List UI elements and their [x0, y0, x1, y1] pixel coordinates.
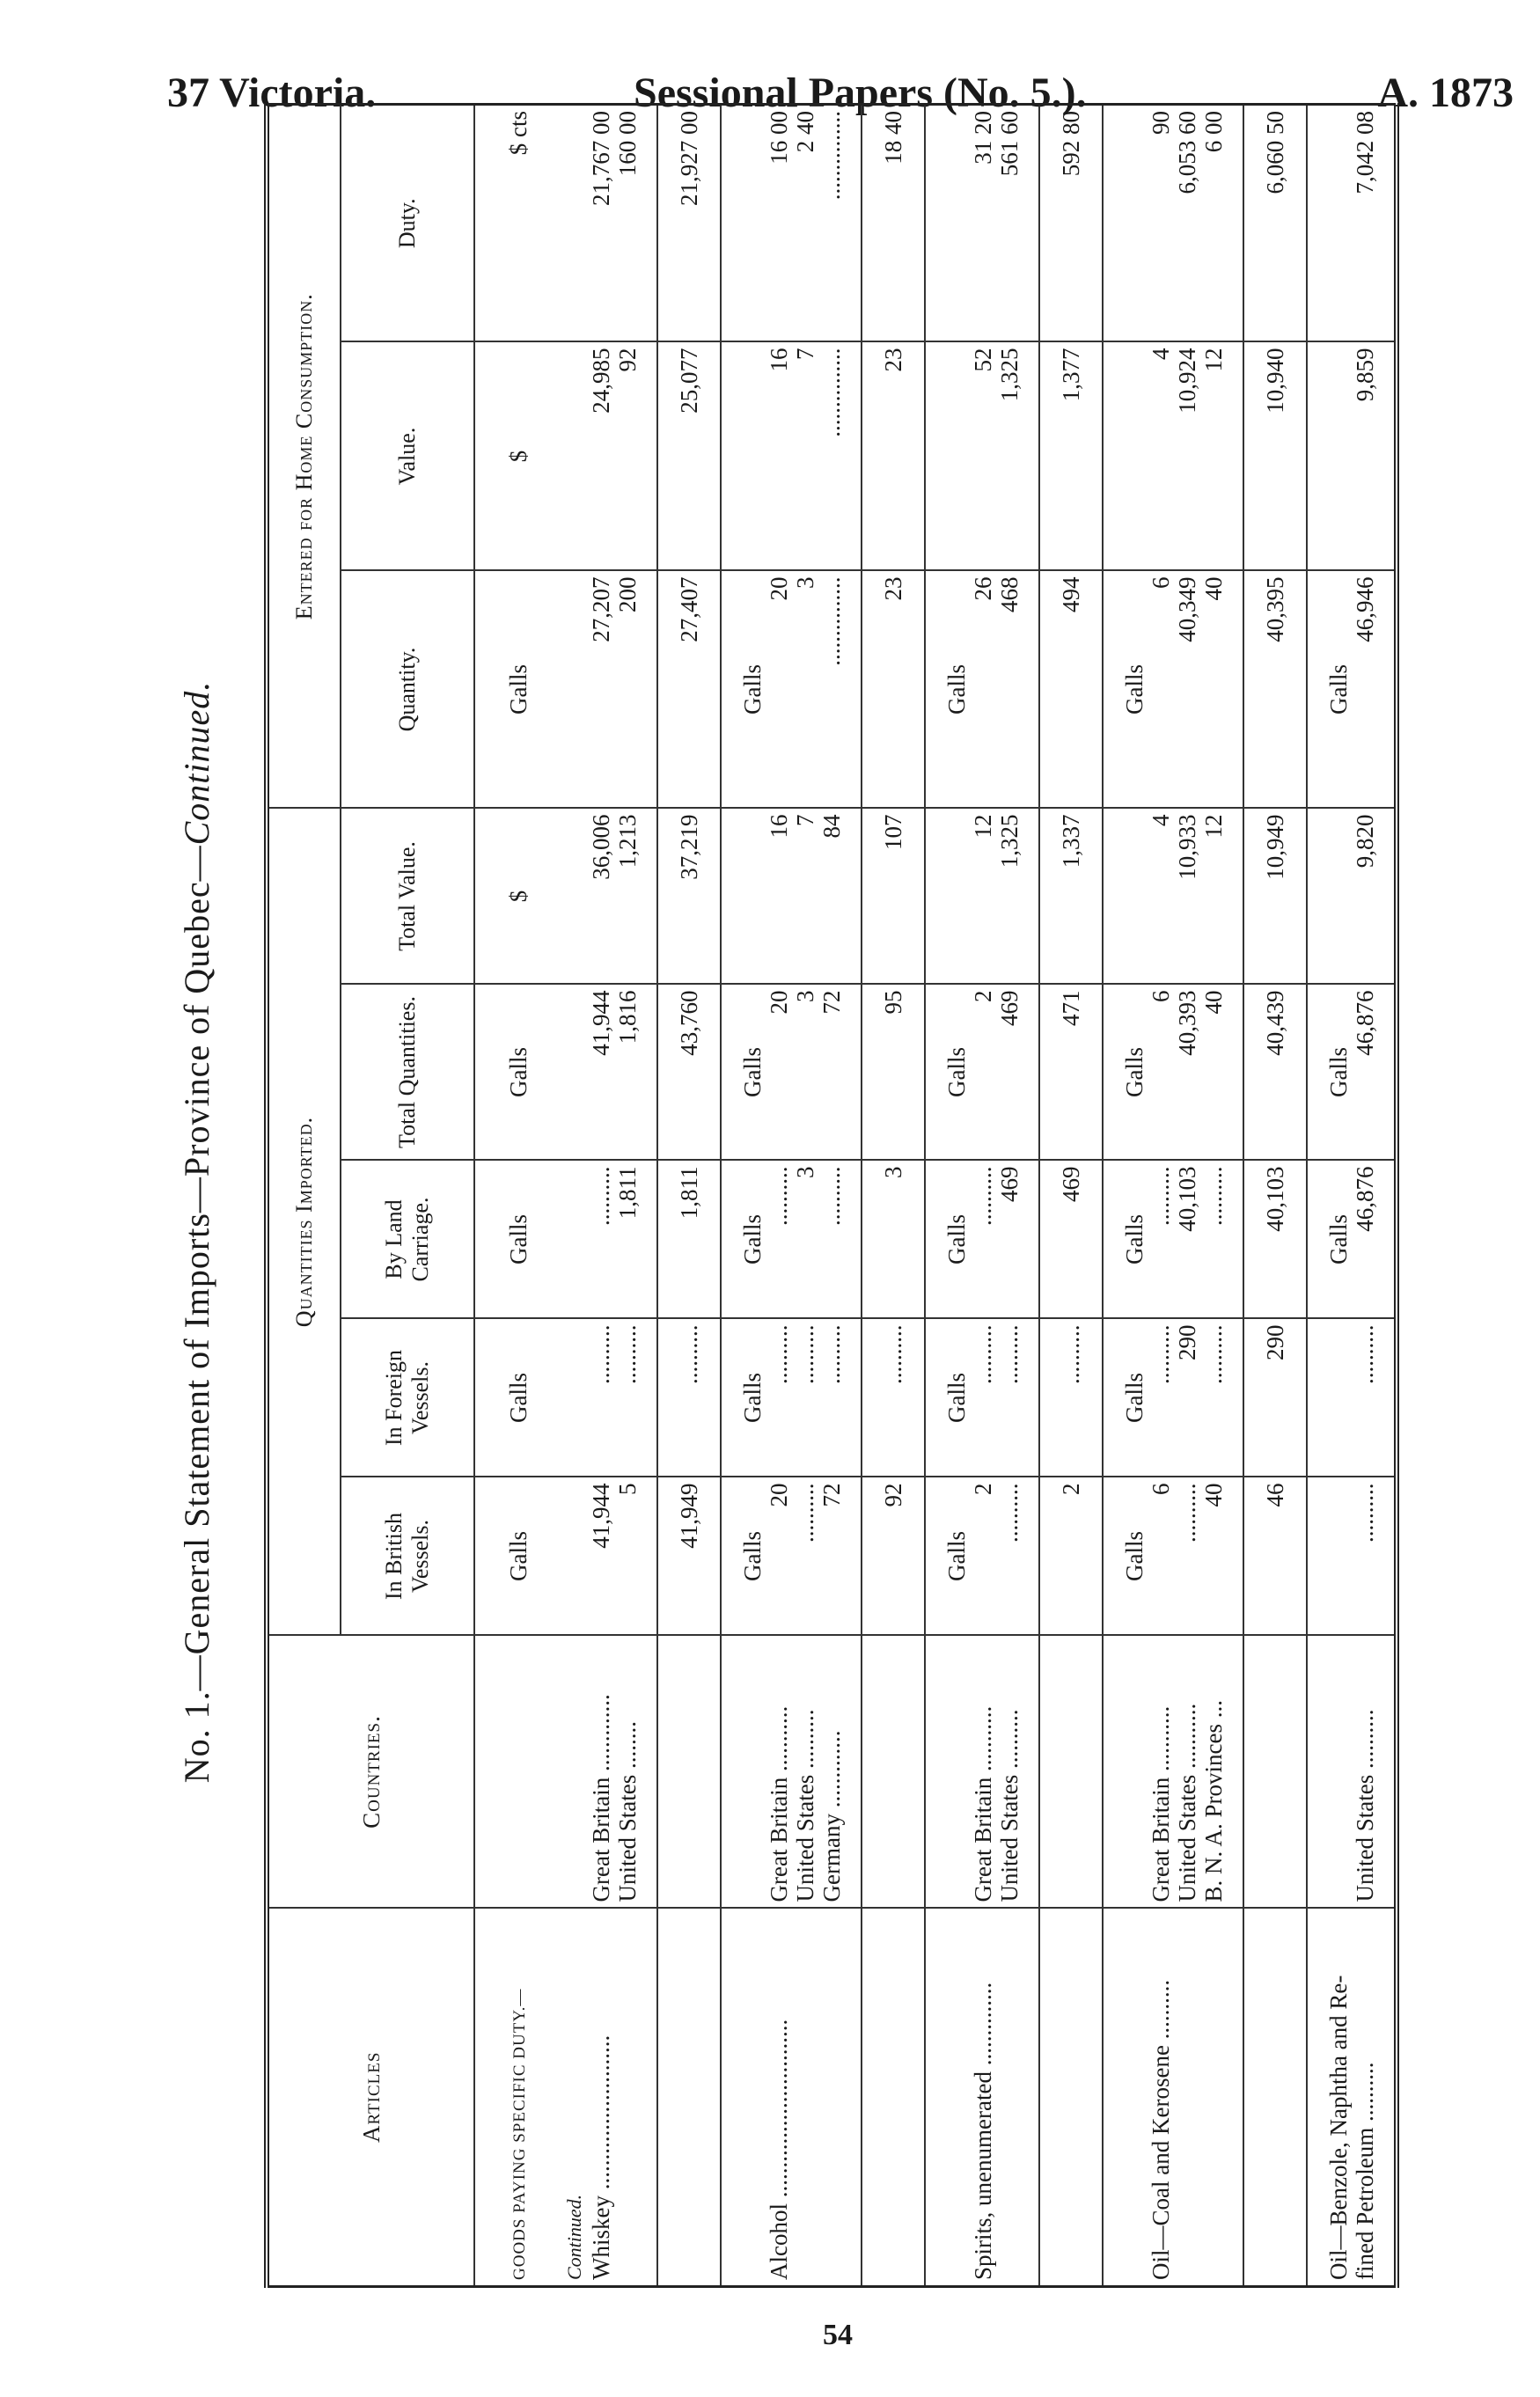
unit: Galls — [1121, 1214, 1148, 1264]
value-cell: 7,042 08 — [1352, 110, 1378, 194]
whiskey-rows: Continued. Whiskey .......................... Great Britain ............. United States ........ 41,944 5 .......... .......... .......... 1,811 41,944 1,816 36,006 1,213 27,207 200 24,985 92 21,767 00 160 00 — [544, 104, 657, 2286]
value-cell: 24,985 — [588, 348, 614, 414]
value-cell: 6,053 60 — [1174, 110, 1200, 194]
col-countries: Countries. — [267, 1636, 474, 1909]
total-cell: 1,337 — [1039, 809, 1103, 985]
value-cell: 40,103 — [1174, 1166, 1200, 1232]
value-cell: 40 — [1200, 576, 1227, 601]
unit: Galls — [739, 1214, 766, 1264]
country: United States .......... — [996, 1709, 1023, 1902]
value-cell: 36,006 — [588, 814, 614, 880]
article-name: Whiskey .......................... — [588, 2034, 614, 2280]
value-cell: 6 — [1148, 576, 1174, 589]
header-session: 37 Victoria. — [167, 70, 377, 116]
total-cell: 2 — [1039, 1477, 1103, 1636]
value-cell: 2 — [970, 990, 996, 1002]
total-cell: 43,760 — [657, 985, 721, 1161]
oil-rows: Oil—Coal and Kerosene .......... Great Britain ........... United States ........... B. N. A. Provinces ... Galls 6 .......... 40 Galls .......... 290 .......... Galls .......... 40,103 .......... Galls 6 40,393 40 4 10,933 12 Galls 6 40,349 40 4 10,924 12 90 6,053 60 6 00 — [1103, 104, 1243, 2286]
country: United States .......... — [792, 1709, 818, 1902]
value-cell: 12 — [1200, 348, 1227, 372]
unit: Galls — [1121, 1047, 1148, 1097]
header-title: Sessional Papers (No. 5.). — [634, 70, 1087, 116]
spirits-rows: Spirits, unenumerated .............. Great Britain ........... United States .......... Galls 2 .......... Galls .......... .......... Galls .......... 469 Galls 2 469 12 1,325 Galls 26 468 52 1,325 31 20 561 60 — [925, 104, 1039, 2286]
value-cell: 92 — [614, 348, 641, 372]
total-cell: 40,103 — [1243, 1161, 1307, 1319]
value-cell: 9,859 — [1352, 348, 1378, 402]
oil-total-row — [1243, 104, 1307, 2286]
unit: $ — [505, 890, 532, 903]
table-title-main: No. 1.—General Statement of Imports—Province of Quebec— — [177, 845, 216, 1784]
value-cell: 12 — [970, 814, 996, 839]
article-name: Oil—Coal and Kerosene .......... — [1148, 1979, 1174, 2280]
value-cell: 40 — [1200, 990, 1227, 1015]
table-title-continued: Continued. — [177, 680, 216, 846]
unit: $ — [505, 450, 532, 463]
unit: Galls — [943, 1373, 970, 1423]
units-row — [474, 104, 544, 2286]
col-in-foreign: In Foreign Vessels. — [341, 1319, 474, 1477]
country: Great Britain ........... — [1148, 1705, 1174, 1902]
value-cell: 3 — [792, 1166, 818, 1178]
col-quantity: Quantity. — [341, 571, 474, 809]
value-cell: 6 00 — [1200, 110, 1227, 153]
country: Great Britain ........... — [766, 1705, 792, 1902]
value-cell: 6 — [1148, 1483, 1174, 1495]
unit: Galls — [1121, 664, 1148, 715]
value-cell: 21,767 00 — [588, 110, 614, 206]
col-group-imported: Quantities Imported. — [267, 809, 341, 1636]
country: B. N. A. Provinces ... — [1200, 1700, 1227, 1902]
value-cell: 3 — [792, 576, 818, 589]
total-cell: 10,940 — [1243, 342, 1307, 571]
total-cell: 95 — [862, 985, 925, 1161]
value-cell: 40 — [1200, 1483, 1227, 1507]
total-cell: 40,395 — [1243, 571, 1307, 809]
article-name: Alcohol .............................. — [766, 2019, 792, 2280]
value-cell: 469 — [996, 990, 1023, 1026]
value-cell: 2 — [970, 1483, 996, 1495]
value-cell: 9,820 — [1352, 814, 1378, 869]
total-cell: 290 — [1243, 1319, 1307, 1477]
total-cell: 494 — [1039, 571, 1103, 809]
total-cell: 92 — [862, 1477, 925, 1636]
unit: Galls — [505, 1531, 532, 1581]
value-cell: 40,393 — [1174, 990, 1200, 1056]
unit: Galls — [943, 664, 970, 715]
value-cell: 1,325 — [996, 814, 1023, 869]
total-cell: 46 — [1243, 1477, 1307, 1636]
country: United States ........ — [614, 1721, 641, 1902]
unit: Galls — [1325, 1047, 1352, 1097]
value-cell: 10,933 — [1174, 814, 1200, 880]
section-heading: GOODS PAYING SPECIFIC DUTY.— — [510, 1988, 529, 2280]
table-title — [176, 176, 238, 2288]
total-cell: 10,949 — [1243, 809, 1307, 985]
value-cell: 26 — [970, 576, 996, 601]
value-cell: 5 — [614, 1483, 641, 1495]
value-cell: 41,944 — [588, 1483, 614, 1549]
col-articles: Articles — [267, 1909, 474, 2287]
value-cell: 46,876 — [1352, 1166, 1378, 1232]
unit: Galls — [505, 1373, 532, 1423]
total-cell: 21,927 00 — [657, 104, 721, 341]
country: Great Britain ............. — [588, 1694, 614, 1902]
total-cell: 471 — [1039, 985, 1103, 1161]
value-cell: 16 00 — [766, 110, 792, 165]
value-cell: 52 — [970, 348, 996, 372]
unit: Galls — [943, 1214, 970, 1264]
value-cell: 10,924 — [1174, 348, 1200, 414]
unit: Galls — [1121, 1373, 1148, 1423]
total-cell: 1,377 — [1039, 342, 1103, 571]
value-cell: 7 — [792, 814, 818, 826]
unit: Galls — [943, 1047, 970, 1097]
value-cell: 40,349 — [1174, 576, 1200, 642]
value-cell: 16 — [766, 348, 792, 372]
total-cell: 41,949 — [657, 1477, 721, 1636]
unit: Galls — [1325, 1214, 1352, 1264]
country: United States ........... — [1174, 1703, 1200, 1902]
total-cell: 107 — [862, 809, 925, 985]
section-continued: Continued. — [563, 2194, 585, 2280]
benzole-row: Oil—Benzole, Naphtha and Re- fined Petroleum .......... United States .......... .......... .......... Galls 46,876 Galls 46,876 9,820 Galls 46,946 9,859 7,042 08 — [1307, 104, 1397, 2286]
total-cell: 469 — [1039, 1161, 1103, 1319]
value-cell: 41,944 — [588, 990, 614, 1056]
value-cell: 12 — [1200, 814, 1227, 839]
col-group-entered: Entered for Home Consumption. — [267, 104, 341, 808]
article-name: fined Petroleum .......... — [1352, 2062, 1378, 2280]
alcohol-total-row: 92 .......... 3 95 107 23 23 18 40 — [862, 104, 925, 2286]
value-cell: 3 — [792, 990, 818, 1002]
spirits-total-row: 2 .......... 469 471 1,337 494 1,377 592 80 — [1039, 104, 1103, 2286]
value-cell: 46,946 — [1352, 576, 1378, 642]
col-value: Value. — [341, 342, 474, 571]
unit: Galls — [739, 1373, 766, 1423]
value-cell: 468 — [996, 576, 1023, 612]
value-cell: 1,811 — [614, 1166, 641, 1220]
country: United States .......... — [1352, 1709, 1378, 1902]
unit: Galls — [505, 1047, 532, 1097]
unit: $ cts — [505, 110, 532, 156]
col-in-british: In British Vessels. — [341, 1477, 474, 1636]
value-cell: 84 — [818, 814, 845, 839]
total-cell: 37,219 — [657, 809, 721, 985]
value-cell: 160 00 — [614, 110, 641, 177]
article-name: Oil—Benzole, Naphtha and Re- — [1325, 1975, 1352, 2280]
value-cell: 561 60 — [996, 110, 1023, 177]
value-cell: 4 — [1148, 348, 1174, 360]
total-cell: 1,811 — [657, 1161, 721, 1319]
total-cell: 3 — [862, 1161, 925, 1319]
col-duty: Duty. — [341, 104, 474, 341]
country: Germany ............. — [818, 1730, 845, 1902]
total-cell: 23 — [862, 571, 925, 809]
total-cell: 25,077 — [657, 342, 721, 571]
article-name: Spirits, unenumerated .............. — [970, 1982, 996, 2280]
country: Great Britain ........... — [970, 1705, 996, 1902]
alcohol-rows: Alcohol .............................. Great Britain ........... United States .......... Germany ............. Galls 20 .......... 72 Galls .......... .......... .......... Galls .......... 3 .......... Galls 20 3 72 16 7 84 Galls 20 3 ............... 16 7 ............... 16 00 2 40 ............... — [721, 104, 862, 2286]
value-cell: 46,876 — [1352, 990, 1378, 1056]
value-cell: 16 — [766, 814, 792, 839]
unit: Galls — [1325, 664, 1352, 715]
unit: Galls — [739, 1047, 766, 1097]
unit: Galls — [739, 1531, 766, 1581]
value-cell: 90 — [1148, 110, 1174, 135]
value-cell: 72 — [818, 990, 845, 1015]
header-year: A. 1873 — [1377, 70, 1514, 116]
total-cell: 592 80 — [1039, 104, 1103, 341]
total-cell: 6,060 50 — [1243, 104, 1307, 341]
rotated-table-page — [176, 106, 1522, 2288]
whiskey-total-row: 41,949 .......... 1,811 43,760 37,219 27,407 25,077 21,927 00 — [657, 104, 721, 2286]
unit: Galls — [1121, 1531, 1148, 1581]
unit: Galls — [505, 664, 532, 715]
value-cell: 1,816 — [614, 990, 641, 1045]
value-cell: 290 — [1174, 1324, 1200, 1360]
value-cell: 1,213 — [614, 814, 641, 869]
value-cell: 200 — [614, 576, 641, 612]
value-cell: 469 — [996, 1166, 1023, 1202]
col-total-value: Total Value. — [341, 809, 474, 985]
total-cell: 40,439 — [1243, 985, 1307, 1161]
value-cell: 72 — [818, 1483, 845, 1507]
col-by-land: By Land Carriage. — [341, 1161, 474, 1319]
value-cell: 31 20 — [970, 110, 996, 165]
value-cell: 4 — [1148, 814, 1174, 826]
value-cell: 7 — [792, 348, 818, 360]
value-cell: 20 — [766, 990, 792, 1015]
value-cell: 27,207 — [588, 576, 614, 642]
value-cell: 6 — [1148, 990, 1174, 1002]
col-total-quantities: Total Quantities. — [341, 985, 474, 1161]
value-cell: 20 — [766, 1483, 792, 1507]
total-cell: 23 — [862, 342, 925, 571]
unit: Galls — [739, 664, 766, 715]
value-cell: 1,325 — [996, 348, 1023, 402]
unit: Galls — [505, 1214, 532, 1264]
value-cell: 2 40 — [792, 110, 818, 153]
unit: Galls — [943, 1531, 970, 1581]
page-number: 54 — [823, 2319, 853, 2351]
imports-table — [264, 103, 1399, 2288]
total-cell: 27,407 — [657, 571, 721, 809]
value-cell: 20 — [766, 576, 792, 601]
total-cell: 18 40 — [862, 104, 925, 341]
